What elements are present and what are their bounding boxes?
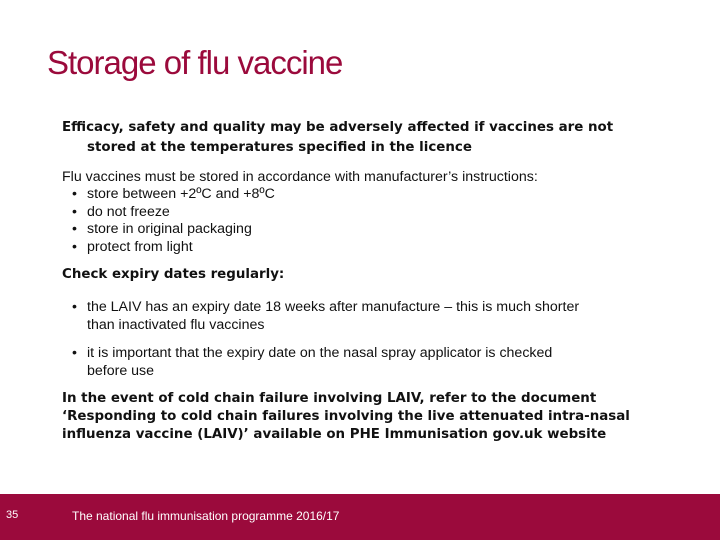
list-item: • store between +2ºC and +8ºC [72, 186, 275, 202]
expiry-heading: Check expiry dates regularly: [62, 267, 285, 282]
expiry-item-1: • the LAIV has an expiry date 18 weeks after manufacture – this is much shorter than inactivated flu vaccines [72, 299, 580, 333]
programme-label: The national flu immunisation programme 2016/17 [72, 509, 340, 523]
list-item: • store in original packaging [72, 221, 252, 237]
list-item: • do not freeze [72, 203, 170, 220]
cold-chain-line-2: ‘Responding to cold chain failures involving the live attenuated intra-nasal [62, 409, 630, 424]
intro-line-2: stored at the temperatures specified in the licence [87, 140, 472, 155]
storage-lead: Flu vaccines must be stored in accordance with manufacturer’s instructions: [62, 169, 538, 185]
intro-line-1: Efficacy, safety and quality may be adversely affected if vaccines are not [62, 120, 614, 135]
cold-chain-paragraph [62, 390, 630, 444]
bullet-icon: • [72, 221, 77, 237]
expiry-item-2: • it is important that the expiry date on the nasal spray applicator is checked before use [72, 345, 553, 379]
cold-chain-line-1: In the event of cold chain failure involving LAIV, refer to the document [62, 391, 597, 406]
bullet-icon: • [72, 299, 77, 315]
bullet-icon: • [72, 238, 77, 255]
list-item: • protect from light [72, 238, 193, 255]
slide-title: Storage of flu vaccine [47, 44, 343, 81]
bullet-icon: • [72, 203, 77, 220]
intro-paragraph [62, 118, 613, 158]
page-number: 35 [6, 509, 19, 521]
storage-list [72, 186, 275, 256]
footer-bar [0, 494, 720, 540]
bullet-icon: • [72, 345, 77, 361]
bullet-icon: • [72, 186, 77, 202]
cold-chain-line-3: influenza vaccine (LAIV)’ available on PHE Immunisation gov.uk website [62, 427, 607, 442]
